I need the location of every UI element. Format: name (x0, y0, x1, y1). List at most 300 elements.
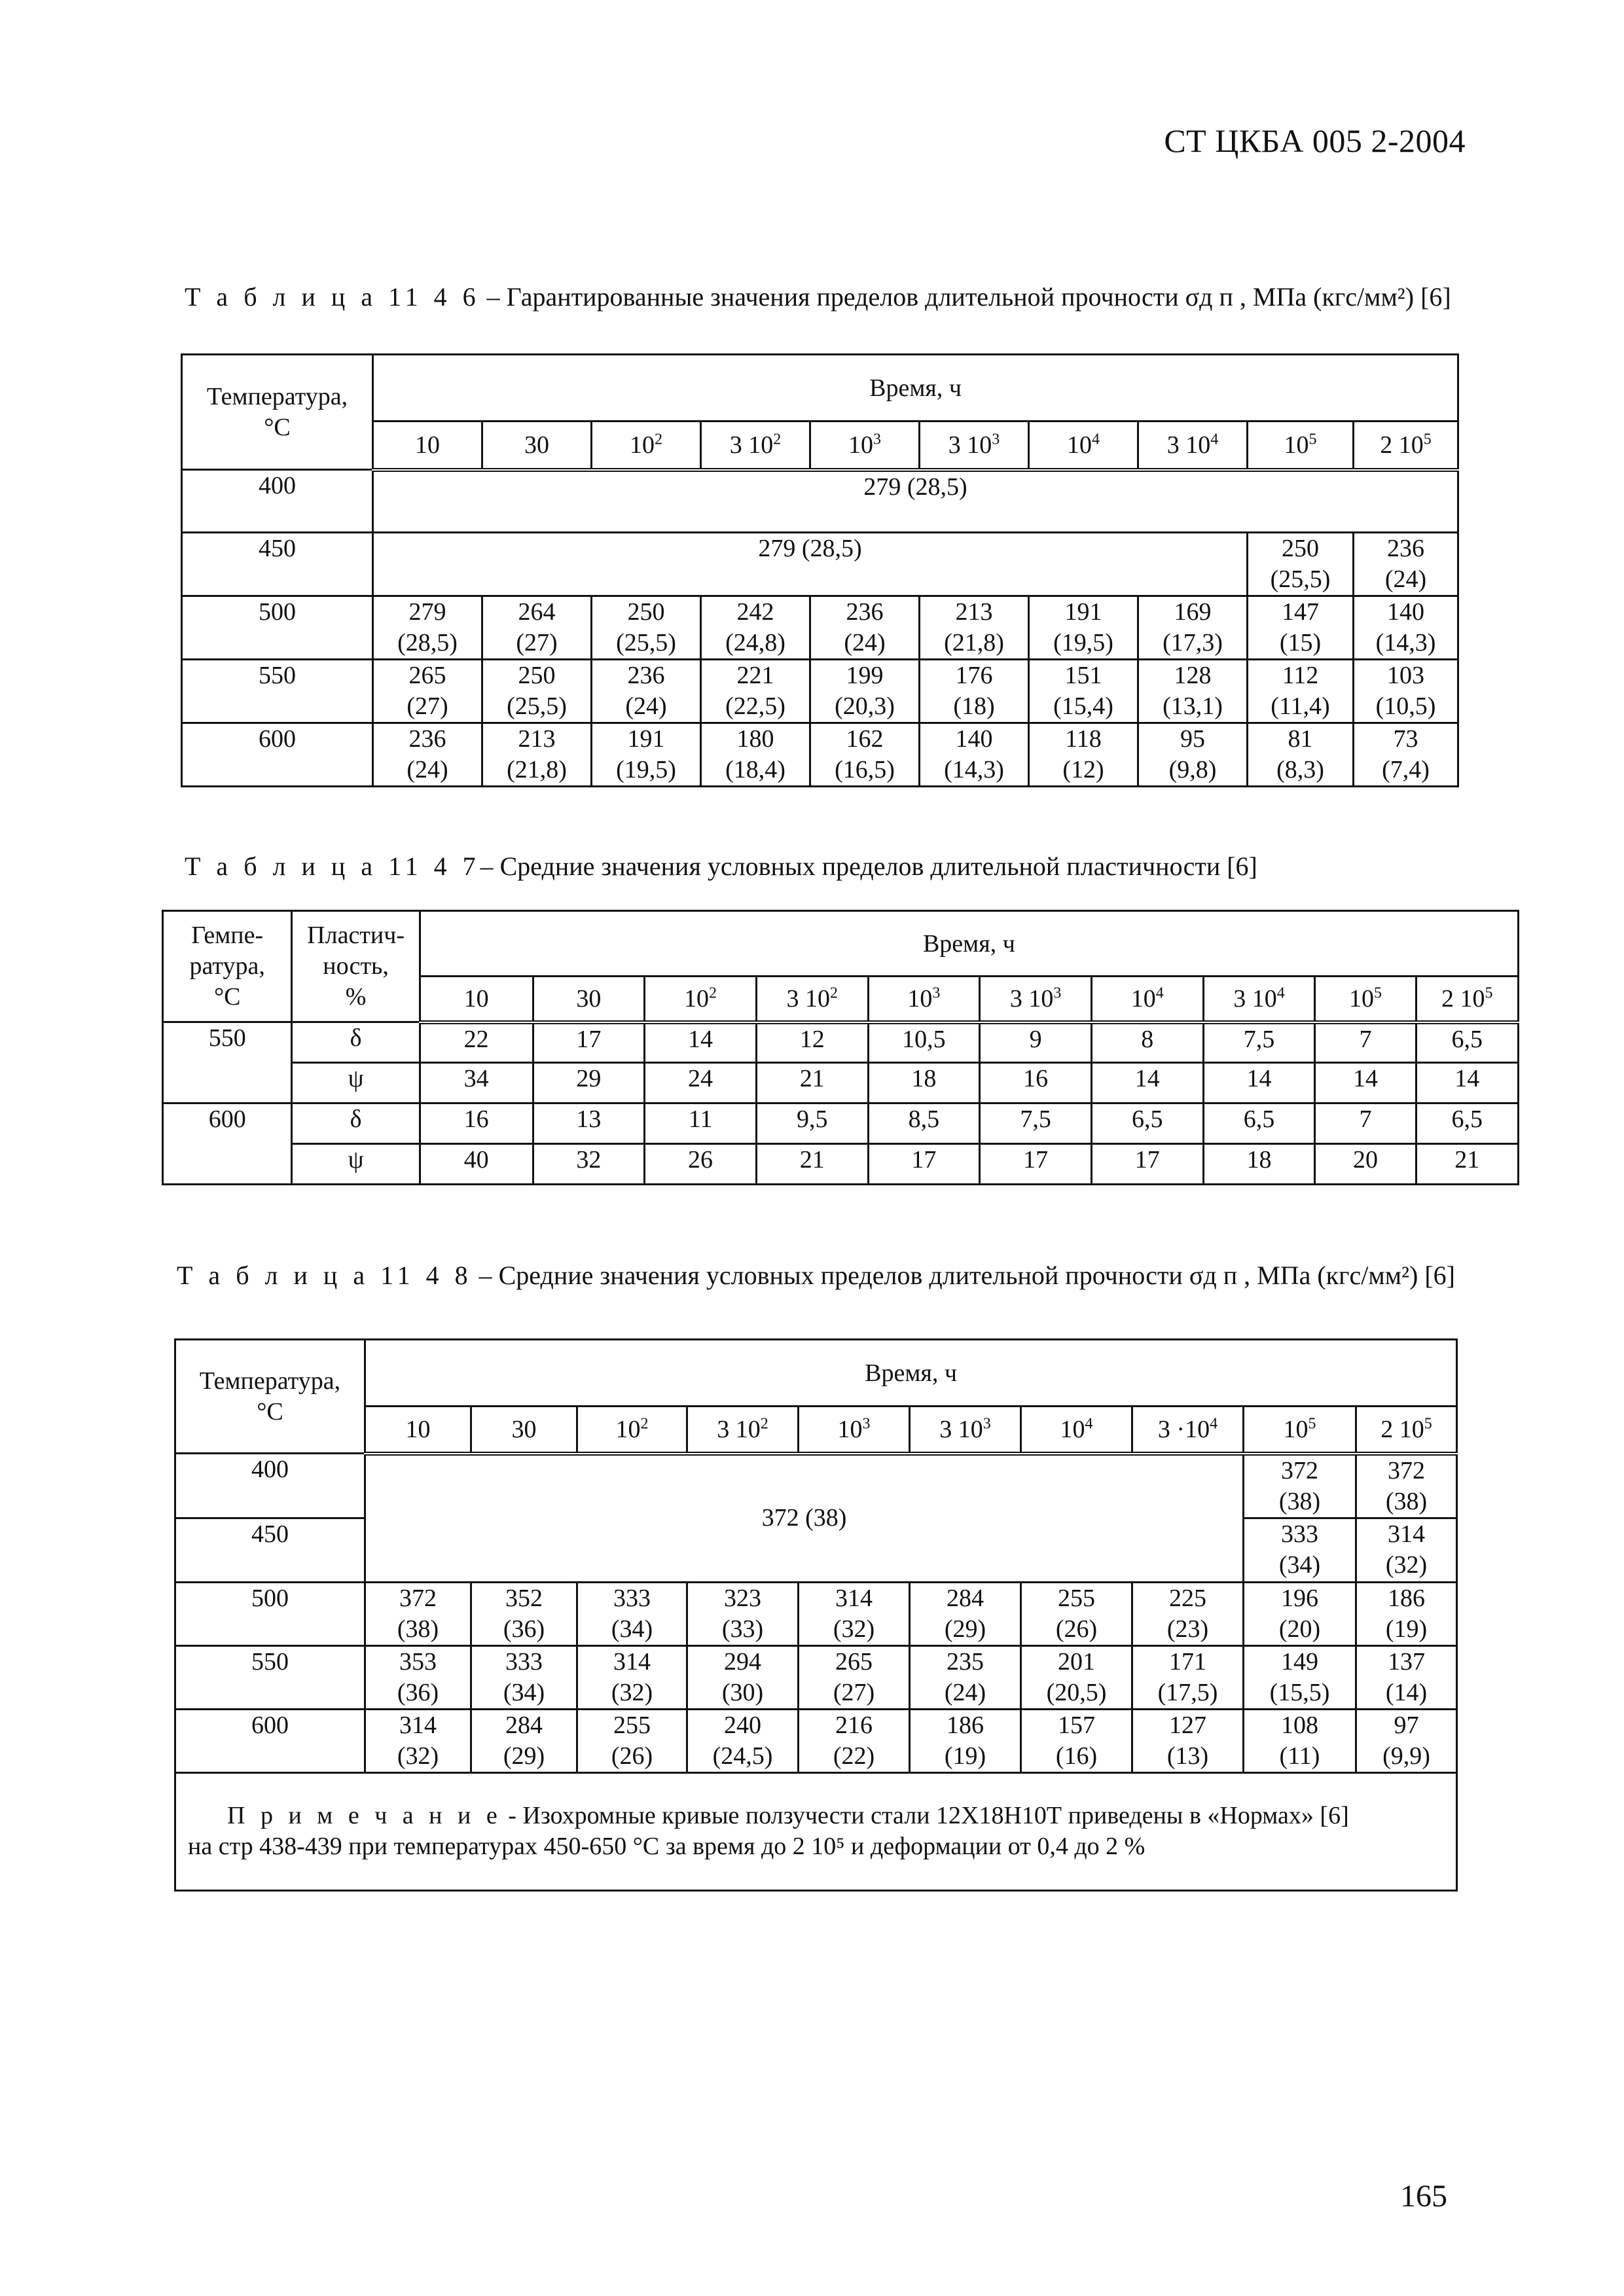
value-mpa: 314 (399, 1711, 437, 1739)
value-cell (365, 1582, 471, 1645)
value-cell (687, 1709, 799, 1772)
note-line-2: на стр 438-439 при температурах 450-650 °С за время до 2 10⁵ и деформации от 0,4 до 2 % (188, 1833, 1146, 1860)
value-mpa: 186 (947, 1711, 984, 1739)
value-cell: 18 (1203, 1144, 1315, 1185)
value-cell: 314 (32) (1356, 1518, 1457, 1582)
value-kgf: (24,5) (712, 1742, 773, 1770)
value-kgf: (24) (944, 1678, 986, 1706)
value-kgf: (24,8) (725, 629, 785, 656)
time-column-header (373, 422, 482, 470)
value-cell (592, 596, 701, 660)
temperature-cell: 500 (175, 1582, 365, 1645)
value-cell (1354, 660, 1458, 723)
value-cell (1356, 1582, 1457, 1645)
value-kgf: (17,3) (1163, 629, 1223, 656)
value-cell: 14 (645, 1022, 757, 1063)
time-header: Время, ч (373, 355, 1458, 422)
value-cell: 26 (645, 1144, 757, 1185)
value-cell: 21 (1416, 1144, 1518, 1185)
value-mpa: 199 (846, 662, 884, 689)
time-base: 10 (1130, 984, 1156, 1013)
value-kgf: (11,4) (1271, 692, 1330, 720)
time-column-header (1021, 1407, 1132, 1454)
value-cell (1132, 1709, 1244, 1772)
time-column-header (799, 1407, 910, 1454)
value-kgf: (29) (944, 1615, 986, 1643)
value-mpa: 95 (1180, 725, 1205, 753)
value-cell (1248, 660, 1354, 723)
value-cell: 372 (38) (1356, 1454, 1457, 1518)
time-base: 10 (405, 1415, 431, 1443)
value-mpa: 353 (399, 1647, 437, 1676)
value-cell: 21 (756, 1063, 868, 1103)
time-column-header (592, 422, 701, 470)
value-kgf: (12) (1062, 756, 1104, 783)
value-kgf: (22) (833, 1742, 875, 1770)
value-kgf: (19) (944, 1742, 986, 1770)
value-cell: 29 (533, 1063, 645, 1103)
value-cell (920, 660, 1029, 723)
value-kgf: (18) (953, 692, 995, 720)
value-kgf: (9,9) (1382, 1742, 1430, 1770)
time-column-header (482, 422, 592, 470)
time-base: 10 (415, 431, 440, 459)
table-11-4-8 (174, 1338, 1458, 1892)
value-kgf: (24) (625, 692, 667, 720)
value-cell (365, 1709, 471, 1772)
value-kgf: (32) (833, 1615, 875, 1643)
plasticity-symbol: ψ (292, 1063, 420, 1103)
value-cell (810, 596, 920, 660)
value-cell: 372 (38) (1244, 1454, 1356, 1518)
time-base: 3 10 (1233, 984, 1277, 1013)
value-cell: 6,5 (1416, 1022, 1518, 1063)
time-column-header (420, 977, 533, 1022)
temperature-cell: 500 (182, 596, 373, 660)
time-base: 2 10 (1380, 1415, 1424, 1443)
value-kgf: (36) (397, 1678, 439, 1706)
value-cell (1356, 1709, 1457, 1772)
time-exponent: 5 (1424, 1415, 1432, 1433)
value-kgf: (7,4) (1382, 756, 1430, 783)
value-cell (910, 1645, 1021, 1709)
value-cell: 7 (1315, 1103, 1416, 1144)
time-exponent: 5 (1308, 1415, 1316, 1433)
value-cell: 13 (533, 1103, 645, 1144)
time-column-header (1029, 422, 1138, 470)
value-kgf: (25,5) (616, 629, 676, 656)
table-row (182, 723, 1458, 787)
value-cell (799, 1582, 910, 1645)
value-mpa: 191 (1064, 598, 1102, 626)
time-exponent: 5 (1485, 984, 1493, 1002)
value-kgf: (20,3) (835, 692, 895, 720)
value-cell (577, 1645, 687, 1709)
time-column-header (1091, 977, 1203, 1022)
temperature-cell: 550 (175, 1645, 365, 1709)
time-exponent: 4 (1092, 431, 1100, 448)
note-line-1: - Изохромные кривые ползучести стали 12Х18Н10Т приведены в «Нормах» [6] (501, 1802, 1349, 1829)
value-cell (471, 1582, 577, 1645)
value-kgf: (33) (721, 1615, 764, 1643)
value-cell: 8,5 (868, 1103, 980, 1144)
value-cell: 14 (1203, 1063, 1315, 1103)
value-kgf: (29) (503, 1742, 545, 1770)
time-base: 3 10 (939, 1415, 983, 1443)
value-kgf: (26) (611, 1742, 653, 1770)
table-11-4-6-caption (185, 281, 1451, 313)
value-kgf: (15,4) (1053, 692, 1113, 720)
document-code: СТ ЦКБА 005 2-2004 (1164, 122, 1466, 159)
value-kgf: (21,8) (944, 629, 1004, 656)
value-mpa: 140 (1387, 598, 1425, 626)
value-mpa: 265 (835, 1647, 873, 1676)
value-mpa: 73 (1393, 725, 1418, 753)
value-mpa: 196 (1281, 1584, 1318, 1612)
value-cell (1021, 1709, 1132, 1772)
value-cell (1132, 1582, 1244, 1645)
table-11-4-7-caption (185, 851, 1257, 882)
value-cell (482, 660, 592, 723)
value-cell: 6,5 (1091, 1103, 1203, 1144)
value-cell: 250 (25,5) (1248, 533, 1354, 596)
value-mpa: 333 (613, 1584, 651, 1612)
table-note (175, 1772, 1457, 1890)
value-mpa: 108 (1281, 1711, 1318, 1739)
time-base: 10 (907, 984, 933, 1013)
value-kgf: (26) (1055, 1615, 1098, 1643)
value-cell: 18 (868, 1063, 980, 1103)
plasticity-symbol: δ (292, 1022, 420, 1063)
caption-prefix: Т а б л и ц а 11 4 8 (177, 1261, 473, 1290)
value-kgf: (38) (397, 1615, 439, 1643)
value-mpa: 140 (955, 725, 993, 753)
value-cell (592, 723, 701, 787)
value-cell: 8 (1091, 1022, 1203, 1063)
value-mpa: 235 (947, 1647, 984, 1676)
value-cell (373, 660, 482, 723)
value-mpa: 127 (1169, 1711, 1206, 1739)
value-mpa: 128 (1174, 662, 1212, 689)
value-kgf: (20) (1278, 1615, 1321, 1643)
value-cell (910, 1582, 1021, 1645)
time-base: 10 (1283, 1415, 1308, 1443)
time-exponent: 4 (1276, 984, 1285, 1002)
table-row (163, 1022, 1519, 1063)
time-columns-row (175, 1407, 1457, 1454)
value-mpa: 176 (955, 662, 993, 689)
time-base: 3 10 (717, 1415, 761, 1443)
time-base: 10 (684, 984, 710, 1013)
value-cell: 11 (645, 1103, 757, 1144)
caption-prefix: Т а б л и ц а 11 4 6 (185, 282, 480, 312)
value-cell (1248, 596, 1354, 660)
value-cell (471, 1709, 577, 1772)
value-cell: 6,5 (1416, 1103, 1518, 1144)
value-kgf: (27) (516, 629, 558, 656)
value-mpa: 236 (846, 598, 884, 626)
temperature-cell: 600 (182, 723, 373, 787)
time-exponent: 4 (1155, 984, 1164, 1002)
value-mpa: 169 (1174, 598, 1212, 626)
value-mpa: 118 (1065, 725, 1102, 753)
value-cell (810, 723, 920, 787)
time-column-header (701, 422, 810, 470)
value-mpa: 186 (1388, 1584, 1426, 1612)
time-exponent: 3 (983, 1415, 991, 1433)
time-exponent: 2 (640, 1415, 649, 1433)
time-exponent: 2 (829, 984, 838, 1002)
value-cell (365, 1645, 471, 1709)
value-kgf: (34) (503, 1678, 545, 1706)
value-cell (1244, 1582, 1356, 1645)
value-cell (1029, 660, 1138, 723)
value-kgf: (13) (1166, 1742, 1209, 1770)
time-header: Время, ч (365, 1340, 1457, 1407)
value-cell (1138, 723, 1248, 787)
table-row (163, 1144, 1519, 1185)
value-mpa: 149 (1281, 1647, 1318, 1676)
time-base: 30 (576, 984, 602, 1013)
value-cell: 16 (980, 1063, 1092, 1103)
value-mpa: 236 (408, 725, 446, 753)
temperature-cell: 550 (163, 1022, 292, 1103)
value-mpa: 240 (724, 1711, 761, 1739)
temperature-cell: 400 (182, 470, 373, 533)
table-row (175, 1582, 1457, 1645)
time-base: 3 ·10 (1157, 1415, 1210, 1443)
time-exponent: 2 (655, 431, 662, 448)
value-cell (1132, 1645, 1244, 1709)
value-kgf: (27) (406, 692, 448, 720)
time-exponent: 2 (709, 984, 717, 1002)
value-kgf: (15,5) (1269, 1678, 1330, 1706)
temperature-cell: 450 (175, 1518, 365, 1582)
table-11-4-7 (162, 910, 1519, 1185)
value-cell: 7,5 (1203, 1022, 1315, 1063)
value-cell: 6,5 (1203, 1103, 1315, 1144)
temperature-header: Температура, °С (182, 355, 373, 470)
table-row (175, 1645, 1457, 1709)
value-mpa: 225 (1169, 1584, 1206, 1612)
value-cell (471, 1645, 577, 1709)
caption-text: – Средние значения условных пределов длительной прочности σд п , МПа (кгс/мм²) [6] (472, 1261, 1455, 1290)
value-cell: 7,5 (980, 1103, 1092, 1144)
value-mpa: 180 (736, 725, 774, 753)
value-mpa: 294 (724, 1647, 761, 1676)
value-cell: 10,5 (868, 1022, 980, 1063)
value-cell (1021, 1645, 1132, 1709)
value-cell (701, 723, 810, 787)
value-cell: 16 (420, 1103, 533, 1144)
time-exponent: 2 (773, 431, 782, 448)
time-exponent: 4 (1210, 1415, 1218, 1433)
time-base: 10 (1067, 431, 1092, 459)
value-mpa: 279 (408, 598, 446, 626)
value-cell: 9,5 (756, 1103, 868, 1144)
value-kgf: (16) (1055, 1742, 1098, 1770)
value-cell: 34 (420, 1063, 533, 1103)
value-cell: 236 (24) (1354, 533, 1458, 596)
value-kgf: (10,5) (1375, 692, 1436, 720)
value-cell (1354, 723, 1458, 787)
value-mpa: 255 (613, 1711, 651, 1739)
plasticity-symbol: δ (292, 1103, 420, 1144)
value-mpa: 250 (518, 662, 556, 689)
value-cell: 17 (868, 1144, 980, 1185)
value-mpa: 323 (724, 1584, 761, 1612)
value-mpa: 191 (627, 725, 665, 753)
value-cell (810, 660, 920, 723)
table-row (163, 1103, 1519, 1144)
time-base: 3 10 (1009, 984, 1054, 1013)
value-kgf: (23) (1166, 1615, 1209, 1643)
temperature-cell: 400 (175, 1454, 365, 1518)
value-mpa: 352 (505, 1584, 543, 1612)
time-base: 10 (463, 984, 489, 1013)
time-exponent: 3 (873, 431, 881, 448)
time-column-header (1138, 422, 1248, 470)
value-kgf: (13,1) (1163, 692, 1223, 720)
value-mpa: 264 (518, 598, 556, 626)
value-cell: 9 (980, 1022, 1092, 1063)
value-cell: 14 (1091, 1063, 1203, 1103)
value-kgf: (20,5) (1046, 1678, 1107, 1706)
time-base: 3 10 (1166, 431, 1211, 459)
value-mpa: 242 (736, 598, 774, 626)
value-cell (687, 1582, 799, 1645)
value-kgf: (30) (721, 1678, 764, 1706)
value-mpa: 137 (1388, 1647, 1426, 1676)
time-column-header (910, 1407, 1021, 1454)
time-base: 10 (615, 1415, 641, 1443)
value-kgf: (28,5) (397, 629, 458, 656)
temperature-header: Температура, °С (175, 1340, 365, 1454)
time-base: 10 (1060, 1415, 1085, 1443)
value-cell: 24 (645, 1063, 757, 1103)
value-cell (687, 1645, 799, 1709)
value-cell (799, 1645, 910, 1709)
value-mpa: 171 (1169, 1647, 1206, 1676)
value-cell: 17 (1091, 1144, 1203, 1185)
value-mpa: 162 (846, 725, 884, 753)
value-kgf: (32) (397, 1742, 439, 1770)
value-kgf: (24) (406, 756, 448, 783)
value-kgf: (19,5) (616, 756, 676, 783)
value-mpa: 157 (1058, 1711, 1095, 1739)
time-exponent: 2 (760, 1415, 768, 1433)
temperature-cell: 600 (175, 1709, 365, 1772)
page-number: 165 (1400, 2179, 1447, 2214)
time-base: 10 (848, 431, 873, 459)
value-cell (592, 660, 701, 723)
caption-prefix: Т а б л и ц а 11 4 7 (185, 852, 480, 881)
value-kgf: (8,3) (1276, 756, 1324, 783)
value-kgf: (14) (1385, 1678, 1428, 1706)
note-prefix: П р и м е ч а н и е (227, 1802, 502, 1829)
value-mpa: 314 (835, 1584, 873, 1612)
value-mpa: 255 (1058, 1584, 1095, 1612)
value-mpa: 265 (408, 662, 446, 689)
time-column-header (1132, 1407, 1244, 1454)
temperature-cell: 550 (182, 660, 373, 723)
time-column-header (1315, 977, 1416, 1022)
value-kgf: (21,8) (507, 756, 567, 783)
value-mpa: 284 (947, 1584, 984, 1612)
value-kgf: (9,8) (1168, 756, 1217, 783)
time-base: 10 (837, 1415, 863, 1443)
value-kgf: (27) (833, 1678, 875, 1706)
time-exponent: 3 (932, 984, 941, 1002)
value-mpa: 103 (1387, 662, 1425, 689)
table-row (163, 1063, 1519, 1103)
temperature-cell: 600 (163, 1103, 292, 1185)
value-cell: 14 (1416, 1063, 1518, 1103)
time-exponent: 3 (992, 431, 1000, 448)
time-exponent: 3 (862, 1415, 871, 1433)
merged-value-cell: 279 (28,5) (373, 470, 1458, 533)
value-cell: 20 (1315, 1144, 1416, 1185)
value-cell: 32 (533, 1144, 645, 1185)
value-cell (1244, 1645, 1356, 1709)
time-base: 2 10 (1380, 431, 1424, 459)
value-kgf: (15) (1279, 629, 1322, 656)
value-mpa: 314 (613, 1647, 651, 1676)
table-11-4-6 (181, 353, 1459, 787)
time-base: 10 (630, 431, 655, 459)
value-kgf: (22,5) (725, 692, 785, 720)
time-column-header (756, 977, 868, 1022)
temperature-cell: 450 (182, 533, 373, 596)
plasticity-header: Пластич- ность, % (292, 911, 420, 1022)
value-cell (1354, 596, 1458, 660)
table-11-4-8-caption (177, 1260, 1455, 1291)
value-kgf: (34) (611, 1615, 653, 1643)
time-exponent: 5 (1423, 431, 1432, 448)
time-column-header (1356, 1407, 1457, 1454)
value-cell: 22 (420, 1022, 533, 1063)
value-kgf: (25,5) (507, 692, 567, 720)
value-mpa: 201 (1058, 1647, 1095, 1676)
value-cell (910, 1709, 1021, 1772)
value-cell (373, 723, 482, 787)
time-column-header (920, 422, 1029, 470)
table-row (175, 1709, 1457, 1772)
value-mpa: 151 (1064, 662, 1102, 689)
value-cell (482, 596, 592, 660)
time-exponent: 4 (1210, 431, 1219, 448)
time-column-header (577, 1407, 687, 1454)
time-column-header (1354, 422, 1458, 470)
value-kgf: (19) (1385, 1615, 1428, 1643)
time-column-header (645, 977, 757, 1022)
value-mpa: 147 (1282, 598, 1319, 626)
value-cell (920, 596, 1029, 660)
value-mpa: 284 (505, 1711, 543, 1739)
time-column-header (810, 422, 920, 470)
value-cell (1138, 596, 1248, 660)
time-column-header (868, 977, 980, 1022)
time-column-header (687, 1407, 799, 1454)
value-cell (1244, 1709, 1356, 1772)
value-kgf: (24) (844, 629, 886, 656)
time-base: 30 (524, 431, 549, 459)
time-base: 30 (511, 1415, 537, 1443)
caption-text: – Средние значения условных пределов длительной пластичности [6] (480, 852, 1257, 881)
value-kgf: (11) (1279, 1742, 1320, 1770)
time-column-header (1248, 422, 1354, 470)
value-cell: 40 (420, 1144, 533, 1185)
